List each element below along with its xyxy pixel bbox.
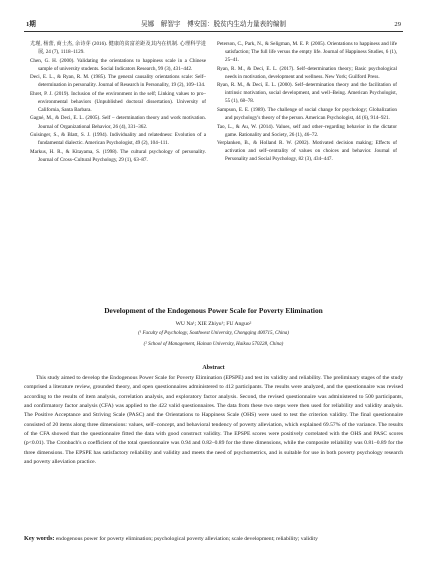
page-number: 29	[394, 21, 401, 28]
reference-entry: Peterson, C., Park, N., & Seligman, M. E. P. (2005). Orientations to happiness and life satisfaction; The full life versus the empty life. Journal of Happiness Studies, 6 (1), 25–41.	[217, 41, 397, 64]
reference-column-left	[30, 40, 206, 302]
reference-column-right	[217, 40, 397, 302]
affiliation-1: (¹ Faculty of Psychology, Southwest University, Chongqing 400715, China)	[138, 331, 289, 336]
reference-entry: Verplanken, B., & Holland R. W. (2002). Motivated decision making; Effects of activation and self–centrality of values on choices and behavior. Journal of Personality and Social Psychology, 82 (3), 434–447.	[217, 140, 397, 163]
reference-list	[30, 40, 397, 302]
article-running-title: 吴娜 解智宇 傅安国：脱贫内生动力量表的编制	[140, 21, 287, 28]
reference-entry: Ryan, R. M., & Deci, E. L. (2000). Self–determination theory and the facilitation of intrinsic motivation, social development, and well–Being. American Psychologist, 55 (1), 68–78.	[217, 82, 397, 105]
reference-entry: Sampson, E. E. (1989). The challenge of social change for psychology; Globalization and psychology's theory of the person. American Psychologist, 44 (6), 914–921.	[217, 106, 397, 122]
reference-entry: Gagné, M., & Deci, E. L. (2005). Self – determination theory and work motivation. Journal of Organizational Behavior, 26 (4), 331–362.	[30, 115, 206, 130]
reference-entry: Deci, E. L., & Ryan, R. M. (1985). The general causality orientations scale: Self–determination in personality. Journal of Research in Personality, 19 (2), 109–134.	[30, 74, 206, 89]
keywords-text: endogenous power for poverty elimination; psychological poverty alleviation; scale development; reliability; validity	[55, 536, 318, 542]
running-head	[24, 18, 403, 32]
keywords-label: Key words:	[24, 535, 55, 542]
authors-english: WU Na¹; XIE Zhiyu¹; FU Anguo²	[175, 321, 252, 327]
keywords	[24, 534, 403, 544]
abstract-heading: Abstract	[202, 365, 225, 371]
affiliation-2: (² School of Management, Hainan University, Haikou 570228, China)	[143, 342, 284, 347]
reference-entry: Markus, H. R., & Kitayama, S. (1998). The cultural psychology of personality. Journal of Cross–Cultural Psychology, 29 (1), 63–87.	[30, 148, 206, 163]
reference-entry: Chen, G. H. (2000). Validating the orientations to happiness scale in a Chinese sample of university students. Social Indicators Research, 99 (3), 431–442.	[30, 57, 206, 72]
issue-label: 1期	[26, 21, 36, 28]
abstract-text: This study aimed to develop the Endogenous Power Scale for Poverty Elimination (EPSPE) and test its validity and reliability. The preliminary stages of the study comprised a literature review, grounded theory, and open questionnaires administered to 412 participants. The results were analyzed, and the questionnaire was revised according to the results of item analysis, correlation analysis, and exploratory factor analysis. Second, the revised questionnaire was administered to 500 participants, and confirmatory factor analysis (CFA) was applied to the 422 valid questionnaires. The data from these two steps were then used for reliability and validity analysis. The Positive Acceptance and Striving Scale (PASC) and the Orientations to Happiness Scale (OHS) were used to test the criterion validity. The final questionnaire consisted of 20 items along three dimensions: values, self–concept, and behavioral tendency of poverty alleviation, which explained 69.57% of the variance. The results of the CFA showed that the questionnaire fitted the data with good construct validity. The EPSPE scores were positively correlated with the OHS and PASC scores (p<0.01). The Cronbach's α coefficient of the total questionnaire was 0.94 and 0.82–0.89 for the three dimensions, while the composite reliability was 0.81–0.89 for the three dimensions. The EPSPE has satisfactory reliability and validity and meets the need of psychometrics, and is suitable for use in both poverty psychology research and poverty alleviation practice.	[24, 375, 403, 466]
reference-entry: 尤瑾, 杨蕾, 商士杰, 余诗芽 (2016). 健康的贫富差距及其内在机制. 心理科学进展, 24 (7), 1118–1129.	[30, 41, 206, 56]
reference-entry: Ehret, P. J. (2019). Inclusion of the environment in the self; Linking values to pro–environmental behaviors (Unpublished doctoral dissertation). University of California, Santa Barbara.	[30, 90, 206, 113]
english-title: Development of the Endogenous Power Scale for Poverty Elimination	[104, 306, 323, 315]
reference-entry: Guisinger, S., & Blatt, S. J. (1994). Individuality and relatedness: Evolution of a fundamental dialectic. American Psychologist, 49 (2), 104–111.	[30, 131, 206, 147]
reference-entry: Tao, L., & Au, W. (2014). Values, self and other–regarding behavior in the dictator game. Rationality and Society, 26 (1), 46–72.	[217, 123, 397, 138]
reference-entry: Ryan, R. M., & Deci, E. L. (2017). Self–determination theory; Basic psychological needs in motivation, development and wellness. New York; Guilford Press.	[217, 65, 397, 80]
